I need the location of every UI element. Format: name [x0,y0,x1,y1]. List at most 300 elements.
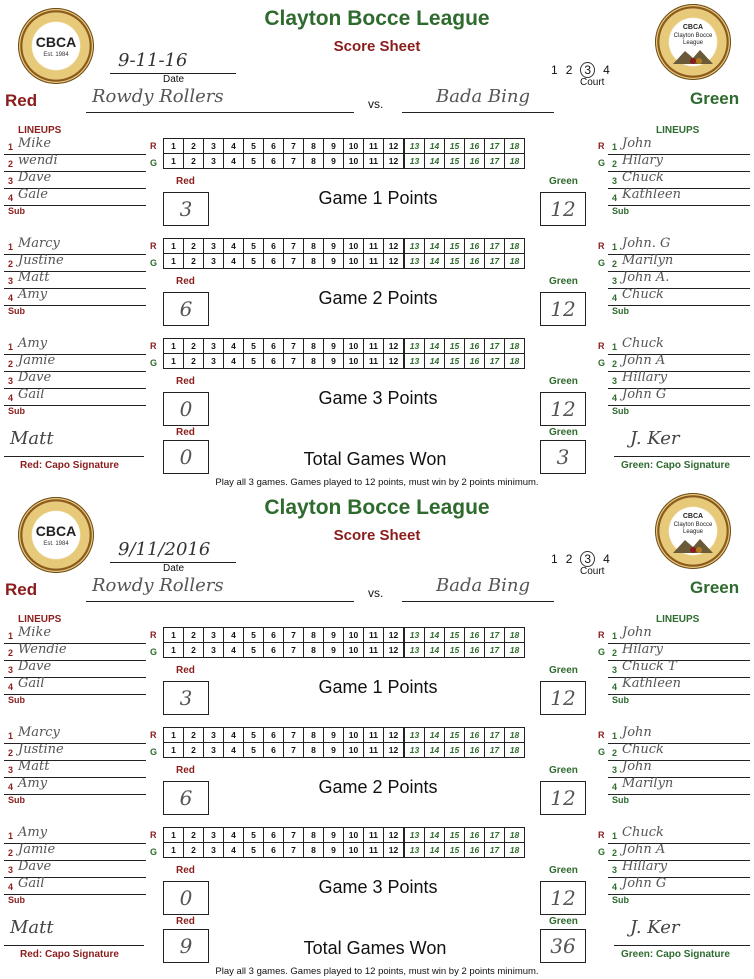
score-cell[interactable]: 5 [244,139,264,154]
score-cell[interactable]: 9 [324,354,344,369]
green-player-name[interactable]: Chuck [622,287,664,302]
score-cell[interactable]: 6 [264,354,284,369]
score-cell[interactable]: 15 [445,843,465,858]
score-cell[interactable]: 8 [304,154,324,169]
score-cell[interactable]: 15 [445,354,465,369]
score-cell[interactable]: 16 [465,339,485,354]
score-cell[interactable]: 15 [445,828,465,843]
score-cell[interactable]: 14 [425,628,445,643]
red-player-name[interactable]: Matt [18,759,50,774]
score-cell[interactable]: 8 [304,254,324,269]
score-cell[interactable]: 10 [344,728,364,743]
score-cell[interactable]: 6 [264,628,284,643]
score-cell[interactable]: 10 [344,139,364,154]
score-cell[interactable]: 18 [505,628,525,643]
score-cell[interactable]: 10 [344,154,364,169]
score-cell[interactable]: 5 [244,643,264,658]
score-cell[interactable]: 17 [485,828,505,843]
score-cell[interactable]: 11 [364,743,384,758]
green-player-name[interactable]: Marilyn [622,253,674,268]
green-game-score[interactable]: 12 [540,392,586,426]
red-player-name[interactable]: Amy [18,336,48,351]
score-cell[interactable]: 14 [425,728,445,743]
score-cell[interactable]: 9 [324,239,344,254]
red-player-name[interactable]: Gail [18,876,45,891]
green-player-name[interactable]: John A [622,353,666,368]
red-game-score[interactable]: 6 [163,781,209,815]
score-cell[interactable]: 13 [404,728,425,743]
score-cell[interactable]: 6 [264,743,284,758]
score-cell[interactable]: 9 [324,828,344,843]
score-cell[interactable]: 3 [204,239,224,254]
score-cell[interactable]: 2 [184,354,204,369]
score-cell[interactable]: 12 [384,628,405,643]
red-game-score[interactable]: 6 [163,292,209,326]
score-cell[interactable]: 3 [204,728,224,743]
green-player-name[interactable]: Hillary [622,370,668,385]
red-player-name[interactable]: Dave [18,659,52,674]
green-player-name[interactable]: John [622,136,652,151]
green-player-name[interactable]: Hillary [622,859,668,874]
green-game-score[interactable]: 12 [540,192,586,226]
score-cell[interactable]: 9 [324,743,344,758]
score-cell[interactable]: 17 [485,843,505,858]
score-cell[interactable]: 4 [224,643,244,658]
score-cell[interactable]: 4 [224,339,244,354]
score-cell[interactable]: 14 [425,643,445,658]
red-player-name[interactable]: Amy [18,287,48,302]
score-cell[interactable]: 18 [505,254,525,269]
score-cell[interactable]: 14 [425,743,445,758]
score-cell[interactable]: 1 [164,728,184,743]
score-cell[interactable]: 3 [204,154,224,169]
score-cell[interactable]: 5 [244,239,264,254]
score-cell[interactable]: 8 [304,139,324,154]
score-cell[interactable]: 2 [184,843,204,858]
red-player-name[interactable]: Jamie [18,353,56,368]
score-cell[interactable]: 18 [505,154,525,169]
score-cell[interactable]: 9 [324,628,344,643]
score-cell[interactable]: 2 [184,743,204,758]
score-cell[interactable]: 14 [425,254,445,269]
red-player-name[interactable]: Amy [18,825,48,840]
score-cell[interactable]: 11 [364,154,384,169]
score-cell[interactable]: 6 [264,728,284,743]
score-cell[interactable]: 6 [264,254,284,269]
score-cell[interactable]: 4 [224,354,244,369]
score-cell[interactable]: 14 [425,828,445,843]
score-cell[interactable]: 15 [445,628,465,643]
total-red-score[interactable]: 0 [163,440,209,474]
score-cell[interactable]: 4 [224,628,244,643]
score-cell[interactable]: 12 [384,254,405,269]
score-cell[interactable]: 11 [364,628,384,643]
date-value[interactable]: 9/11/2016 [118,539,211,560]
total-green-score[interactable]: 3 [540,440,586,474]
score-cell[interactable]: 7 [284,728,304,743]
score-cell[interactable]: 17 [485,154,505,169]
score-cell[interactable]: 5 [244,254,264,269]
score-cell[interactable]: 15 [445,239,465,254]
score-cell[interactable]: 10 [344,254,364,269]
score-cell[interactable]: 6 [264,139,284,154]
court-option-3[interactable]: 3 [580,62,595,78]
score-cell[interactable]: 17 [485,643,505,658]
green-player-name[interactable]: Chuck [622,742,664,757]
score-cell[interactable]: 12 [384,354,405,369]
score-cell[interactable]: 16 [465,254,485,269]
score-cell[interactable]: 12 [384,154,405,169]
score-cell[interactable]: 8 [304,843,324,858]
score-cell[interactable]: 7 [284,828,304,843]
green-player-name[interactable]: Hilary [622,153,663,168]
score-cell[interactable]: 5 [244,628,264,643]
red-player-name[interactable]: wendi [18,153,58,168]
red-player-name[interactable]: Gail [18,676,45,691]
score-cell[interactable]: 16 [465,643,485,658]
green-player-name[interactable]: Chuck [622,170,664,185]
score-cell[interactable]: 10 [344,239,364,254]
score-cell[interactable]: 1 [164,254,184,269]
score-cell[interactable]: 14 [425,339,445,354]
score-cell[interactable]: 10 [344,828,364,843]
score-cell[interactable]: 7 [284,643,304,658]
score-cell[interactable]: 3 [204,339,224,354]
green-player-name[interactable]: John G [622,876,667,891]
score-cell[interactable]: 13 [404,354,425,369]
score-cell[interactable]: 17 [485,728,505,743]
score-cell[interactable]: 5 [244,354,264,369]
score-cell[interactable]: 16 [465,139,485,154]
court-option-3[interactable]: 3 [580,551,595,567]
score-cell[interactable]: 6 [264,239,284,254]
score-cell[interactable]: 7 [284,339,304,354]
score-cell[interactable]: 14 [425,354,445,369]
green-player-name[interactable]: John [622,759,652,774]
score-cell[interactable]: 14 [425,239,445,254]
score-cell[interactable]: 16 [465,843,485,858]
score-cell[interactable]: 2 [184,728,204,743]
green-player-name[interactable]: Marilyn [622,776,674,791]
score-cell[interactable]: 6 [264,154,284,169]
score-cell[interactable]: 8 [304,354,324,369]
score-cell[interactable]: 5 [244,743,264,758]
score-cell[interactable]: 6 [264,828,284,843]
score-cell[interactable]: 16 [465,154,485,169]
score-cell[interactable]: 17 [485,354,505,369]
red-game-score[interactable]: 0 [163,392,209,426]
score-cell[interactable]: 3 [204,254,224,269]
red-capo-signature[interactable]: Matt [10,428,54,449]
score-cell[interactable]: 1 [164,643,184,658]
score-cell[interactable]: 12 [384,743,405,758]
red-game-score[interactable]: 3 [163,681,209,715]
score-cell[interactable]: 8 [304,339,324,354]
red-player-name[interactable]: Gale [18,187,48,202]
red-player-name[interactable]: Wendie [18,642,67,657]
score-cell[interactable]: 4 [224,154,244,169]
score-cell[interactable]: 18 [505,239,525,254]
score-cell[interactable]: 2 [184,139,204,154]
score-cell[interactable]: 7 [284,139,304,154]
green-player-name[interactable]: Kathleen [622,187,681,202]
score-cell[interactable]: 7 [284,743,304,758]
score-cell[interactable]: 12 [384,139,405,154]
score-cell[interactable]: 1 [164,843,184,858]
score-cell[interactable]: 11 [364,254,384,269]
score-cell[interactable]: 5 [244,728,264,743]
green-game-score[interactable]: 12 [540,681,586,715]
score-cell[interactable]: 2 [184,628,204,643]
score-cell[interactable]: 8 [304,643,324,658]
score-cell[interactable]: 18 [505,339,525,354]
score-cell[interactable]: 11 [364,643,384,658]
score-cell[interactable]: 10 [344,643,364,658]
score-cell[interactable]: 15 [445,728,465,743]
score-cell[interactable]: 9 [324,139,344,154]
score-cell[interactable]: 4 [224,139,244,154]
score-cell[interactable]: 13 [404,154,425,169]
score-cell[interactable]: 13 [404,643,425,658]
date-value[interactable]: 9-11-16 [118,50,188,71]
score-cell[interactable]: 13 [404,239,425,254]
score-cell[interactable]: 3 [204,743,224,758]
score-cell[interactable]: 2 [184,828,204,843]
score-cell[interactable]: 17 [485,239,505,254]
score-cell[interactable]: 1 [164,828,184,843]
red-player-name[interactable]: Mike [18,136,52,151]
score-cell[interactable]: 4 [224,239,244,254]
score-cell[interactable]: 18 [505,828,525,843]
score-cell[interactable]: 5 [244,828,264,843]
green-game-score[interactable]: 12 [540,781,586,815]
score-cell[interactable]: 18 [505,139,525,154]
score-cell[interactable]: 8 [304,628,324,643]
score-cell[interactable]: 2 [184,239,204,254]
score-cell[interactable]: 7 [284,354,304,369]
score-cell[interactable]: 10 [344,339,364,354]
score-cell[interactable]: 1 [164,239,184,254]
score-cell[interactable]: 10 [344,354,364,369]
score-cell[interactable]: 9 [324,843,344,858]
score-cell[interactable]: 15 [445,139,465,154]
court-selector[interactable] [551,551,618,567]
green-player-name[interactable]: Chuck T [622,659,677,674]
score-cell[interactable]: 3 [204,643,224,658]
score-cell[interactable]: 7 [284,628,304,643]
score-cell[interactable]: 15 [445,339,465,354]
score-cell[interactable]: 9 [324,339,344,354]
score-cell[interactable]: 16 [465,743,485,758]
total-green-score[interactable]: 36 [540,929,586,963]
green-player-name[interactable]: Kathleen [622,676,681,691]
score-cell[interactable]: 3 [204,843,224,858]
score-cell[interactable]: 18 [505,354,525,369]
score-cell[interactable]: 14 [425,154,445,169]
green-team-name[interactable]: Bada Bing [436,86,531,107]
red-player-name[interactable]: Marcy [18,236,60,251]
score-cell[interactable]: 5 [244,843,264,858]
score-cell[interactable]: 4 [224,743,244,758]
score-cell[interactable]: 11 [364,139,384,154]
red-player-name[interactable]: Justine [18,742,64,757]
score-cell[interactable]: 1 [164,339,184,354]
score-cell[interactable]: 8 [304,239,324,254]
green-player-name[interactable]: Chuck [622,825,664,840]
score-cell[interactable]: 2 [184,643,204,658]
score-cell[interactable]: 10 [344,743,364,758]
score-cell[interactable]: 17 [485,628,505,643]
red-game-score[interactable]: 3 [163,192,209,226]
score-cell[interactable]: 3 [204,828,224,843]
score-cell[interactable]: 14 [425,843,445,858]
score-cell[interactable]: 11 [364,728,384,743]
score-cell[interactable]: 11 [364,239,384,254]
score-cell[interactable]: 10 [344,843,364,858]
court-option-4[interactable]: 4 [603,552,610,566]
total-red-score[interactable]: 9 [163,929,209,963]
court-option-1[interactable]: 1 [551,552,558,566]
score-cell[interactable]: 15 [445,643,465,658]
score-cell[interactable]: 14 [425,139,445,154]
score-cell[interactable]: 4 [224,828,244,843]
score-cell[interactable]: 12 [384,339,405,354]
green-capo-signature[interactable]: J. Ker [630,917,680,938]
score-cell[interactable]: 17 [485,254,505,269]
score-cell[interactable]: 16 [465,828,485,843]
red-game-score[interactable]: 0 [163,881,209,915]
score-cell[interactable]: 5 [244,339,264,354]
green-player-name[interactable]: Chuck [622,336,664,351]
score-cell[interactable]: 3 [204,354,224,369]
green-game-score[interactable]: 12 [540,881,586,915]
score-cell[interactable]: 16 [465,728,485,743]
score-cell[interactable]: 2 [184,339,204,354]
score-cell[interactable]: 8 [304,743,324,758]
score-cell[interactable]: 18 [505,743,525,758]
red-player-name[interactable]: Justine [18,253,64,268]
score-cell[interactable]: 9 [324,643,344,658]
score-cell[interactable]: 9 [324,154,344,169]
score-cell[interactable]: 16 [465,628,485,643]
green-game-score[interactable]: 12 [540,292,586,326]
red-player-name[interactable]: Dave [18,859,52,874]
green-player-name[interactable]: John [622,625,652,640]
red-player-name[interactable]: Amy [18,776,48,791]
green-player-name[interactable]: Hilary [622,642,663,657]
green-player-name[interactable]: John [622,725,652,740]
score-cell[interactable]: 15 [445,154,465,169]
score-cell[interactable]: 1 [164,628,184,643]
red-player-name[interactable]: Marcy [18,725,60,740]
score-cell[interactable]: 8 [304,828,324,843]
score-cell[interactable]: 1 [164,743,184,758]
score-cell[interactable]: 7 [284,254,304,269]
score-cell[interactable]: 16 [465,239,485,254]
score-cell[interactable]: 7 [284,843,304,858]
court-selector[interactable] [551,62,618,78]
score-cell[interactable]: 9 [324,254,344,269]
score-cell[interactable]: 12 [384,828,405,843]
score-cell[interactable]: 11 [364,843,384,858]
score-cell[interactable]: 15 [445,743,465,758]
red-team-name[interactable]: Rowdy Rollers [92,86,224,107]
green-player-name[interactable]: John A [622,842,666,857]
red-capo-signature[interactable]: Matt [10,917,54,938]
court-option-1[interactable]: 1 [551,63,558,77]
score-cell[interactable]: 6 [264,843,284,858]
score-cell[interactable]: 1 [164,139,184,154]
court-option-4[interactable]: 4 [603,63,610,77]
score-cell[interactable]: 18 [505,643,525,658]
score-cell[interactable]: 1 [164,154,184,169]
score-cell[interactable]: 12 [384,728,405,743]
score-cell[interactable]: 12 [384,239,405,254]
score-cell[interactable]: 6 [264,339,284,354]
red-player-name[interactable]: Jamie [18,842,56,857]
score-cell[interactable]: 12 [384,843,405,858]
score-cell[interactable]: 17 [485,339,505,354]
score-cell[interactable]: 15 [445,254,465,269]
score-cell[interactable]: 2 [184,154,204,169]
score-cell[interactable]: 17 [485,139,505,154]
score-cell[interactable]: 13 [404,254,425,269]
score-cell[interactable]: 5 [244,154,264,169]
score-cell[interactable]: 4 [224,843,244,858]
score-cell[interactable]: 13 [404,743,425,758]
score-cell[interactable]: 10 [344,628,364,643]
score-cell[interactable]: 4 [224,728,244,743]
score-cell[interactable]: 11 [364,354,384,369]
green-team-name[interactable]: Bada Bing [436,575,531,596]
score-cell[interactable]: 4 [224,254,244,269]
red-player-name[interactable]: Matt [18,270,50,285]
score-cell[interactable]: 8 [304,728,324,743]
score-cell[interactable]: 9 [324,728,344,743]
green-player-name[interactable]: John. G [622,236,671,251]
court-option-2[interactable]: 2 [565,552,573,566]
court-option-2[interactable]: 2 [565,63,573,77]
score-cell[interactable]: 13 [404,139,425,154]
score-cell[interactable]: 13 [404,843,425,858]
red-player-name[interactable]: Gail [18,387,45,402]
score-cell[interactable]: 13 [404,628,425,643]
score-cell[interactable]: 13 [404,339,425,354]
red-player-name[interactable]: Dave [18,370,52,385]
score-cell[interactable]: 3 [204,628,224,643]
score-cell[interactable]: 11 [364,828,384,843]
score-cell[interactable]: 13 [404,828,425,843]
score-cell[interactable]: 17 [485,743,505,758]
green-player-name[interactable]: John G [622,387,667,402]
green-player-name[interactable]: John A. [622,270,670,285]
score-cell[interactable]: 3 [204,139,224,154]
score-cell[interactable]: 12 [384,643,405,658]
red-player-name[interactable]: Dave [18,170,52,185]
score-cell[interactable]: 6 [264,643,284,658]
score-cell[interactable]: 18 [505,843,525,858]
score-cell[interactable]: 16 [465,354,485,369]
score-cell[interactable]: 1 [164,354,184,369]
red-player-name[interactable]: Mike [18,625,52,640]
green-capo-signature[interactable]: J. Ker [630,428,680,449]
score-cell[interactable]: 11 [364,339,384,354]
score-cell[interactable]: 18 [505,728,525,743]
score-cell[interactable]: 2 [184,254,204,269]
red-team-name[interactable]: Rowdy Rollers [92,575,224,596]
score-cell[interactable]: 7 [284,239,304,254]
score-cell[interactable]: 7 [284,154,304,169]
